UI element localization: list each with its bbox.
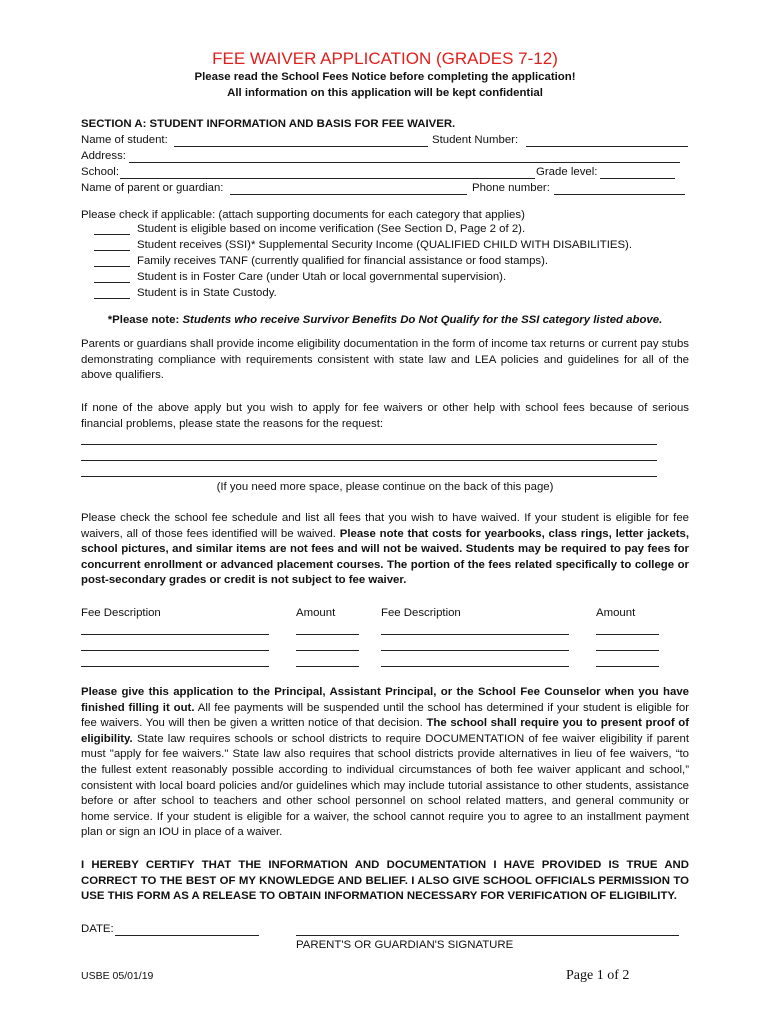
grade-level-field[interactable]	[600, 178, 675, 179]
category-tanf: Family receives TANF (currently qualified for financial assistance or food stamps).	[137, 255, 549, 267]
category-checkline-ssi[interactable]	[94, 250, 130, 251]
fee-amount-field[interactable]	[296, 666, 359, 667]
submission-instructions-paragraph	[81, 685, 689, 841]
address-label: Address:	[81, 150, 126, 162]
submission-bold-2: The school shall require you to present proof of eligibility.	[81, 717, 689, 745]
fee-schedule-bold-text: Please note that costs for yearbooks, class rings, letter jackets, school pictures, and similar items are not fees and will not be waived. Students may be required to pay fees for concurrent enrollment or advanced placement courses. The portion of the fees related specifically to college or post-secondary grades or credit is not subject to fee waiver.	[81, 527, 689, 587]
reason-line-1[interactable]	[81, 444, 657, 445]
student-name-label: Name of student:	[81, 134, 168, 146]
student-number-label: Student Number:	[432, 134, 519, 146]
amount-header-1: Amount	[296, 607, 336, 619]
date-label: DATE:	[81, 923, 114, 935]
student-name-field[interactable]	[174, 146, 428, 147]
submission-bold-1: Please give this application to the Principal, Assistant Principal, or the School Fee Counselor when you have finished filling it out.	[81, 686, 689, 714]
phone-number-label: Phone number:	[472, 182, 550, 194]
ssi-note-prefix: *Please note:	[107, 314, 183, 326]
parent-name-field[interactable]	[230, 194, 467, 195]
certification-statement: I HEREBY CERTIFY THAT THE INFORMATION AND DOCUMENTATION I HAVE PROVIDED IS TRUE AND CORRECT TO THE BEST OF MY KNOWLEDGE AND BELIEF. I ALSO GIVE SCHOOL OFFICIALS PERMISSION TO USE THIS FORM AS A RELEASE TO OBTAIN INFORMATION NECESSARY FOR VERIFICATION OF ELIGIBILITY.	[81, 859, 689, 903]
school-label: School:	[81, 166, 119, 178]
fee-description-header-2: Fee Description	[381, 607, 461, 619]
category-state-custody: Student is in State Custody.	[137, 287, 277, 299]
reason-line-2[interactable]	[81, 460, 657, 461]
reasons-request-paragraph: If none of the above apply but you wish to apply for fee waivers or other help with school fees because of serious financial problems, please state the reasons for the request:	[81, 402, 689, 430]
school-field[interactable]	[120, 178, 535, 179]
reason-line-3[interactable]	[81, 476, 657, 477]
date-field[interactable]	[115, 935, 259, 936]
income-documentation-paragraph: Parents or guardians shall provide income eligibility documentation in the form of income tax returns or current pay stubs demonstrating compliance with requirements consistent with state law and LEA policies and guidelines for all of the above qualifiers.	[81, 338, 689, 382]
category-ssi: Student receives (SSI)* Supplemental Security Income (QUALIFIED CHILD WITH DISABILITIES).	[137, 239, 633, 251]
form-title: FEE WAIVER APPLICATION (GRADES 7-12)	[212, 49, 558, 68]
fee-schedule-text: Please check the school fee schedule and list all fees that you wish to have waived. If your student is eligible for fee waivers, all of those fees identified will be waived.	[81, 512, 689, 540]
category-income-verification: Student is eligible based on income verification (See Section D, Page 2 of 2).	[137, 223, 526, 235]
fee-description-field[interactable]	[81, 634, 269, 635]
ssi-note-text: Students who receive Survivor Benefits Do Not Qualify for the SSI category listed above.	[182, 314, 663, 326]
fee-description-field[interactable]	[381, 634, 569, 635]
intro-line-2: All information on this application will be kept confidential	[227, 87, 543, 99]
category-checkline-foster-care[interactable]	[94, 282, 130, 283]
more-space-note: (If you need more space, please continue on the back of this page)	[216, 481, 554, 493]
submission-text-2: State law requires schools or school districts to require DOCUMENTATION of fee waiver eligibility if parent must "apply for fee waivers." State law also requires that school districts provide alternatives in lieu of fee waivers, “to the fullest extent reasonably possible according to individual circumstances of both fee waiver applicant and school,” consistent with local board policies and/or guidelines which may include tutorial assistance to other students, assistance before or after school to teachers and other school personnel on school related matters, and general community or home service. If your student is eligible for a waiver, the school cannot require you to agree to an installment payment plan or sign an IOU in place of a waiver.	[81, 732, 689, 839]
fee-description-field[interactable]	[381, 666, 569, 667]
fee-description-field[interactable]	[381, 650, 569, 651]
signature-label: PARENT'S OR GUARDIAN'S SIGNATURE	[296, 939, 514, 951]
categories-intro: Please check if applicable: (attach supporting documents for each category that applies)	[81, 209, 525, 221]
fee-description-field[interactable]	[81, 650, 269, 651]
address-field[interactable]	[129, 162, 680, 163]
fee-description-header-1: Fee Description	[81, 607, 161, 619]
fee-amount-field[interactable]	[596, 666, 659, 667]
parent-name-label: Name of parent or guardian:	[81, 182, 224, 194]
amount-header-2: Amount	[596, 607, 636, 619]
page-number: Page 1 of 2	[566, 968, 630, 983]
fee-description-field[interactable]	[81, 666, 269, 667]
grade-level-label: Grade level:	[536, 166, 598, 178]
category-checkline-state-custody[interactable]	[94, 298, 130, 299]
signature-field[interactable]	[296, 935, 679, 936]
category-foster-care: Student is in Foster Care (under Utah or local governmental supervision).	[137, 271, 507, 283]
category-checkline-income[interactable]	[94, 234, 130, 235]
submission-text-1: All fee payments will be suspended until the school has determined if your student is eligible for fee waivers. You will then be given a written notice of that decision.	[81, 701, 689, 730]
fee-amount-field[interactable]	[596, 634, 659, 635]
phone-number-field[interactable]	[554, 194, 685, 195]
fee-amount-field[interactable]	[296, 650, 359, 651]
student-number-field[interactable]	[526, 146, 688, 147]
ssi-note	[0, 313, 770, 328]
fee-amount-field[interactable]	[596, 650, 659, 651]
category-checkline-tanf[interactable]	[94, 266, 130, 267]
fee-amount-field[interactable]	[296, 634, 359, 635]
form-version: USBE 05/01/19	[81, 970, 154, 982]
intro-line-1: Please read the School Fees Notice before completing the application!	[194, 71, 576, 83]
fee-schedule-paragraph	[81, 511, 689, 589]
section-a-heading: SECTION A: STUDENT INFORMATION AND BASIS FOR FEE WAIVER.	[81, 118, 456, 130]
